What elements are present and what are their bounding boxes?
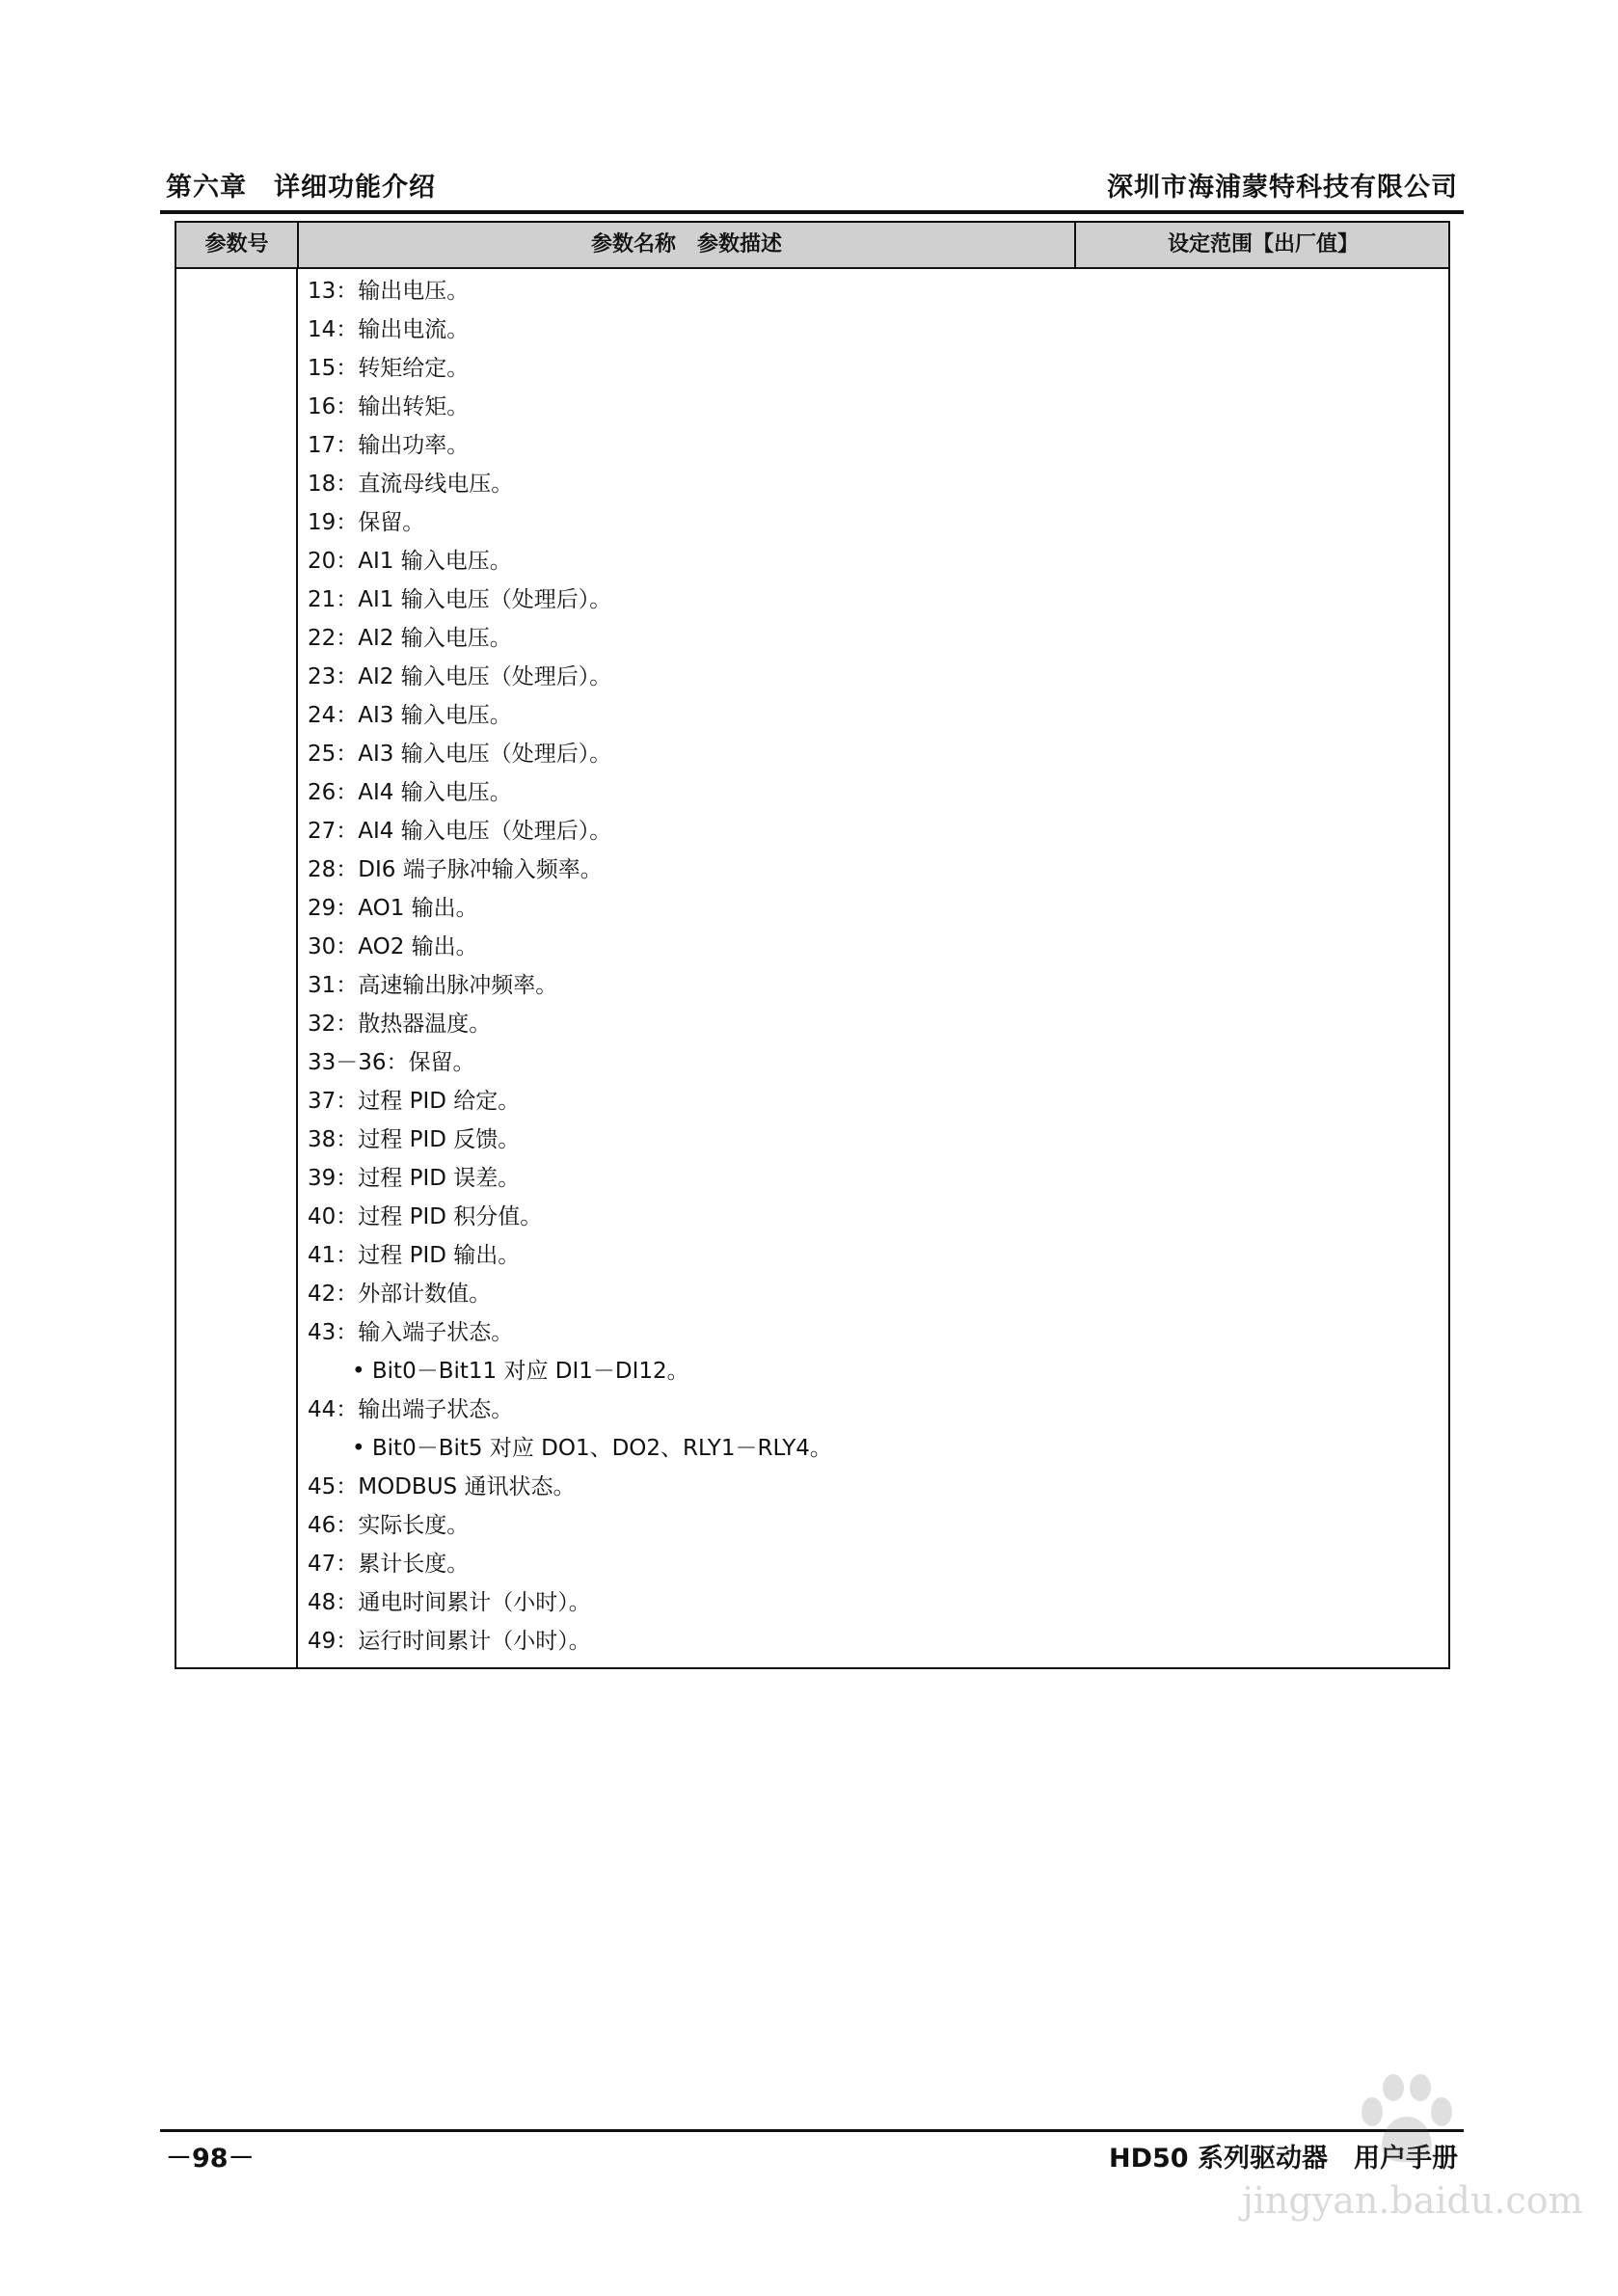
table-header xyxy=(176,223,1448,269)
chapter-title: 第六章 详细功能介绍 xyxy=(166,173,436,203)
table-row: 22：AI2 输入电压。 xyxy=(308,626,512,651)
table-row: 25：AI3 输入电压（处理后）。 xyxy=(308,742,612,767)
table-row: 23：AI2 输入电压（处理后）。 xyxy=(308,664,612,689)
table-row: 47：累计长度。 xyxy=(308,1552,470,1577)
table-row: 37：过程 PID 给定。 xyxy=(308,1089,521,1114)
table-row: 13：输出电压。 xyxy=(308,279,470,304)
table-row: • Bit0－Bit11 对应 DI1－DI12。 xyxy=(352,1359,689,1384)
table-row: 38：过程 PID 反馈。 xyxy=(308,1127,521,1152)
column-header-param-no: 参数号 xyxy=(204,232,269,257)
table-row: 16：输出转矩。 xyxy=(308,394,470,419)
parameter-table xyxy=(175,221,1450,1669)
table-row: 31：高速输出脉冲频率。 xyxy=(308,973,558,998)
table-row: 33－36：保留。 xyxy=(308,1050,475,1075)
table-row: 15：转矩给定。 xyxy=(308,356,470,381)
description-list xyxy=(308,272,832,1661)
table-row: 29：AO1 输出。 xyxy=(308,896,478,921)
table-row: 14：输出电流。 xyxy=(308,317,470,342)
table-row: 28：DI6 端子脉冲输入频率。 xyxy=(308,857,603,882)
table-row: 49：运行时间累计（小时）。 xyxy=(308,1629,591,1654)
table-row: 18：直流母线电压。 xyxy=(308,472,514,497)
watermark-text: jingyan.baidu.com xyxy=(1242,2179,1583,2222)
company-name: 深圳市海浦蒙特科技有限公司 xyxy=(1107,173,1458,203)
table-row: 39：过程 PID 误差。 xyxy=(308,1166,521,1191)
page-header xyxy=(160,166,1464,208)
header-rule xyxy=(160,210,1464,214)
baidu-paw-icon xyxy=(1353,2073,1459,2170)
table-row: 21：AI1 输入电压（处理后）。 xyxy=(308,587,612,612)
table-row: 24：AI3 输入电压。 xyxy=(308,703,512,728)
table-row: 43：输入端子状态。 xyxy=(308,1320,514,1345)
table-row: 45：MODBUS 通讯状态。 xyxy=(308,1474,576,1499)
table-row: 40：过程 PID 积分值。 xyxy=(308,1204,543,1229)
table-row: 20：AI1 输入电压。 xyxy=(308,549,512,574)
table-row: 30：AO2 输出。 xyxy=(308,934,478,959)
column-header-name-desc: 参数名称 参数描述 xyxy=(297,223,1074,267)
table-row: 32：散热器温度。 xyxy=(308,1012,492,1037)
column-divider xyxy=(296,269,298,1667)
table-row: 42：外部计数值。 xyxy=(308,1282,492,1307)
page-number: －98－ xyxy=(166,2144,255,2174)
table-row: 27：AI4 输入电压（处理后）。 xyxy=(308,819,612,844)
watermark xyxy=(1203,2073,1583,2237)
manual-title: HD50 系列驱动器 用户手册 xyxy=(1109,2144,1458,2174)
table-row: 44：输出端子状态。 xyxy=(308,1397,514,1422)
table-row: 19：保留。 xyxy=(308,510,425,535)
table-row: 17：输出功率。 xyxy=(308,433,470,458)
table-row: • Bit0－Bit5 对应 DO1、DO2、RLY1－RLY4。 xyxy=(352,1436,832,1461)
table-row: 46：实际长度。 xyxy=(308,1513,470,1538)
table-row: 26：AI4 输入电压。 xyxy=(308,780,512,805)
table-row: 41：过程 PID 输出。 xyxy=(308,1243,521,1268)
column-header-range: 设定范围【出厂值】 xyxy=(1074,223,1450,267)
table-row: 48：通电时间累计（小时）。 xyxy=(308,1590,591,1615)
